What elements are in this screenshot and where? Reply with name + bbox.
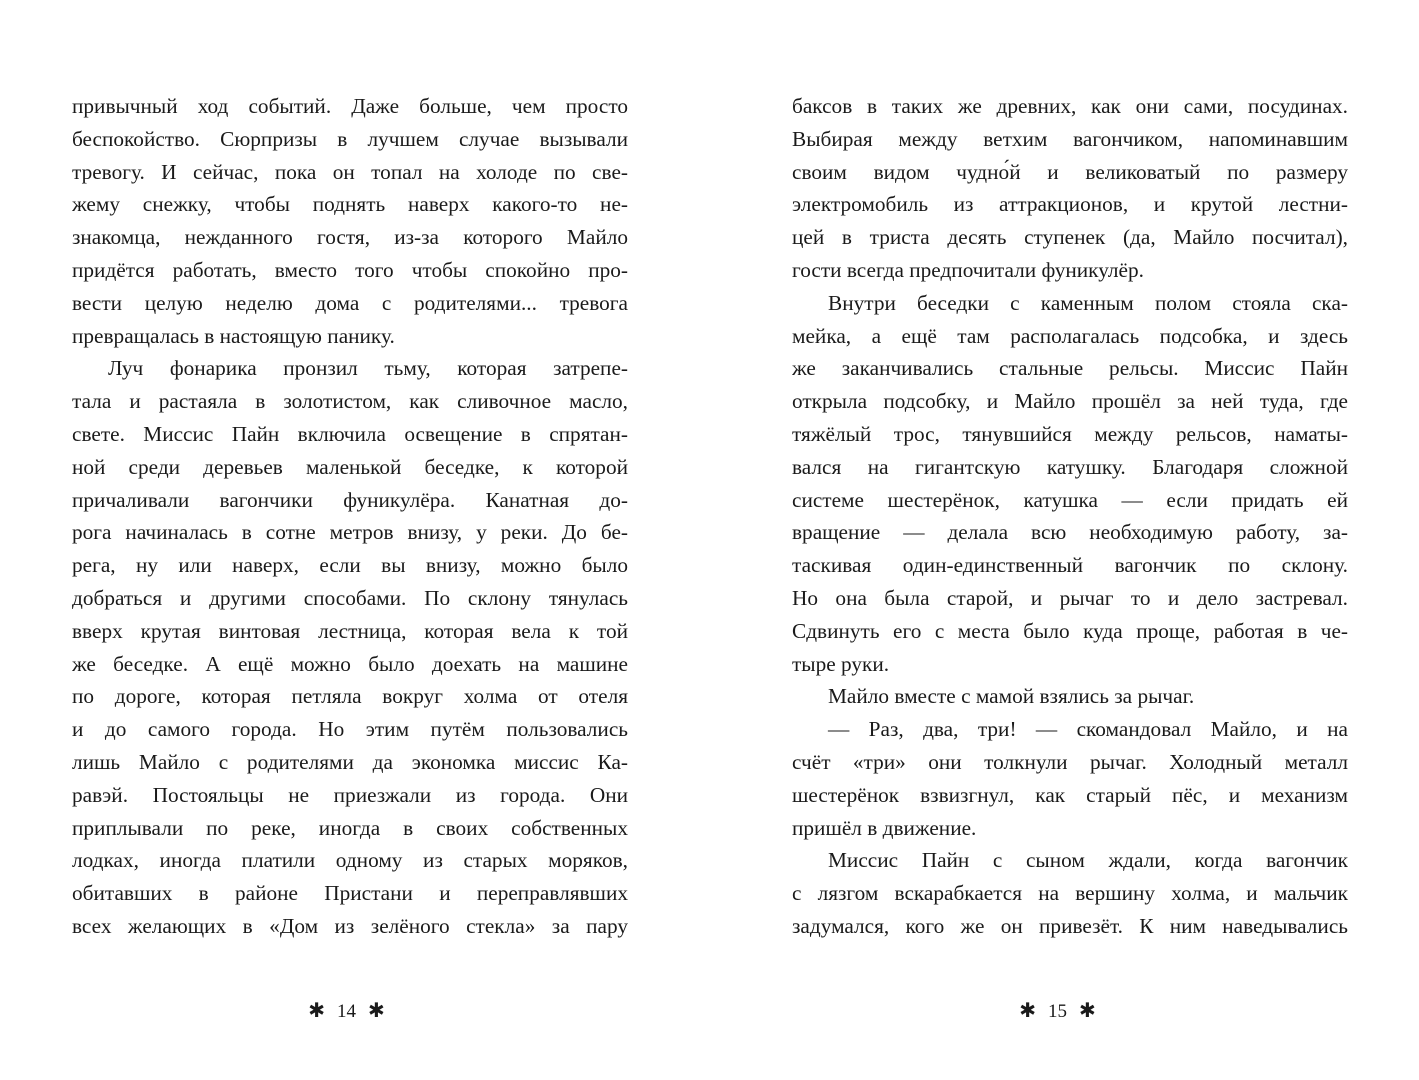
text-line: системе шестерёнок, катушка — если придать ей	[792, 487, 1348, 512]
asterisk-ornament-icon: ✱	[368, 1000, 385, 1022]
text-line: ной среди деревьев маленькой беседке, к которой	[72, 454, 628, 479]
text-line: рога начиналась в сотне метров внизу, у реки. До бе-	[72, 520, 628, 545]
left-page	[0, 0, 709, 1080]
paragraph-first-line: Майло вместе с мамой взялись за рычаг.	[828, 684, 1195, 709]
text-line: своим видом чудно́й и великоватый по размеру	[792, 159, 1348, 184]
page-number-footer	[703, 998, 1412, 1023]
text-line: открыла подсобку, и Майло прошёл за ней туда, где	[792, 389, 1348, 414]
text-line: тыре руки.	[792, 651, 890, 676]
paragraph-first-line: Миссис Пайн с сыном ждали, когда вагончик	[828, 848, 1348, 873]
text-line: же беседке. А ещё можно было доехать на машине	[72, 651, 628, 676]
text-line: вести целую неделю дома с родителями... тревога	[72, 290, 628, 315]
asterisk-ornament-icon: ✱	[1019, 1000, 1036, 1022]
text-line: счёт «три» они толкнули рычаг. Холодный металл	[792, 749, 1348, 774]
page-number: 14	[337, 1001, 356, 1022]
text-line: Сдвинуть его с места было куда проще, работая в че-	[792, 618, 1348, 643]
text-line: цей в триста десять ступенек (да, Майло посчитал),	[792, 225, 1348, 250]
text-line: лишь Майло с родителями да экономка миссис Ка-	[72, 749, 628, 774]
text-line: баксов в таких же древних, как они сами, посудинах.	[792, 94, 1348, 118]
text-line: гости всегда предпочитали фуникулёр.	[792, 257, 1144, 282]
text-line: Но она была старой, и рычаг то и дело застревал.	[792, 585, 1348, 610]
text-line: пришёл в движение.	[792, 815, 977, 840]
asterisk-ornament-icon: ✱	[1079, 1000, 1096, 1022]
paragraph-first-line: Луч фонарика пронзил тьму, которая затрепе-	[108, 356, 628, 381]
text-line: и до самого города. Но этим путём пользовались	[72, 717, 628, 742]
text-line: добраться и другими способами. По склону тянулась	[72, 585, 628, 610]
text-line: рега, ну или наверх, если вы внизу, можно было	[72, 553, 628, 578]
text-line: таскивая один-единственный вагончик по склону.	[792, 553, 1348, 578]
text-line: задумался, кого же он привезёт. К ним наведывались	[792, 913, 1348, 938]
right-page	[710, 0, 1419, 1080]
text-line: придётся работать, вместо того чтобы спокойно про-	[72, 257, 628, 282]
text-line: свете. Миссис Пайн включила освещение в спрятан-	[72, 421, 628, 446]
text-line: же заканчивались стальные рельсы. Миссис Пайн	[792, 356, 1348, 381]
text-line: всех желающих в «Дом из зелёного стекла» за пару	[72, 913, 628, 938]
text-line: равэй. Постояльцы не приезжали из города. Они	[72, 782, 628, 807]
text-line: мейка, а ещё там располагалась подсобка, и здесь	[792, 323, 1348, 348]
text-line: причаливали вагончики фуникулёра. Канатная до-	[72, 487, 628, 512]
text-line: превращалась в настоящую панику.	[72, 323, 395, 348]
text-line: тяжёлый трос, тянувшийся между рельсов, наматы-	[792, 421, 1348, 446]
page-number-footer	[0, 998, 701, 1023]
text-line: тала и растаяла в золотистом, как сливочное масло,	[72, 389, 628, 414]
paragraph-first-line: Внутри беседки с каменным полом стояла ска-	[828, 290, 1348, 315]
text-line: беспокойство. Сюрпризы в лучшем случае вызывали	[72, 126, 628, 151]
text-line: привычный ход событий. Даже больше, чем просто	[72, 94, 628, 118]
text-line: обитавших в районе Пристани и переправлявших	[72, 881, 628, 906]
left-page-text	[72, 90, 628, 943]
text-line: лодках, иногда платили одному из старых моряков,	[72, 848, 628, 873]
text-line: знакомца, нежданного гостя, из-за которого Майло	[72, 225, 628, 250]
paragraph-first-line: — Раз, два, три! — скомандовал Майло, и на	[828, 717, 1348, 742]
text-line: приплывали по реке, иногда в своих собственных	[72, 815, 628, 840]
text-line: с лязгом вскарабкается на вершину холма, и мальчик	[792, 881, 1348, 906]
text-line: Выбирая между ветхим вагончиком, напоминавшим	[792, 126, 1348, 151]
text-line: по дороге, которая петляла вокруг холма от отеля	[72, 684, 628, 709]
text-line: вращение — делала всю необходимую работу, за-	[792, 520, 1348, 545]
text-line: вался на гигантскую катушку. Благодаря сложной	[792, 454, 1348, 479]
right-page-text	[792, 90, 1348, 943]
page-number: 15	[1048, 1001, 1067, 1022]
text-line: вверх крутая винтовая лестница, которая вела к той	[72, 618, 628, 643]
asterisk-ornament-icon: ✱	[308, 1000, 325, 1022]
text-line: шестерёнок взвизгнул, как старый пёс, и механизм	[792, 782, 1348, 807]
text-line: тревогу. И сейчас, пока он топал на холоде по све-	[72, 159, 628, 184]
text-line: жему снежку, чтобы поднять наверх какого-то не-	[72, 192, 628, 217]
text-line: электромобиль из аттракционов, и крутой лестни-	[792, 192, 1348, 217]
